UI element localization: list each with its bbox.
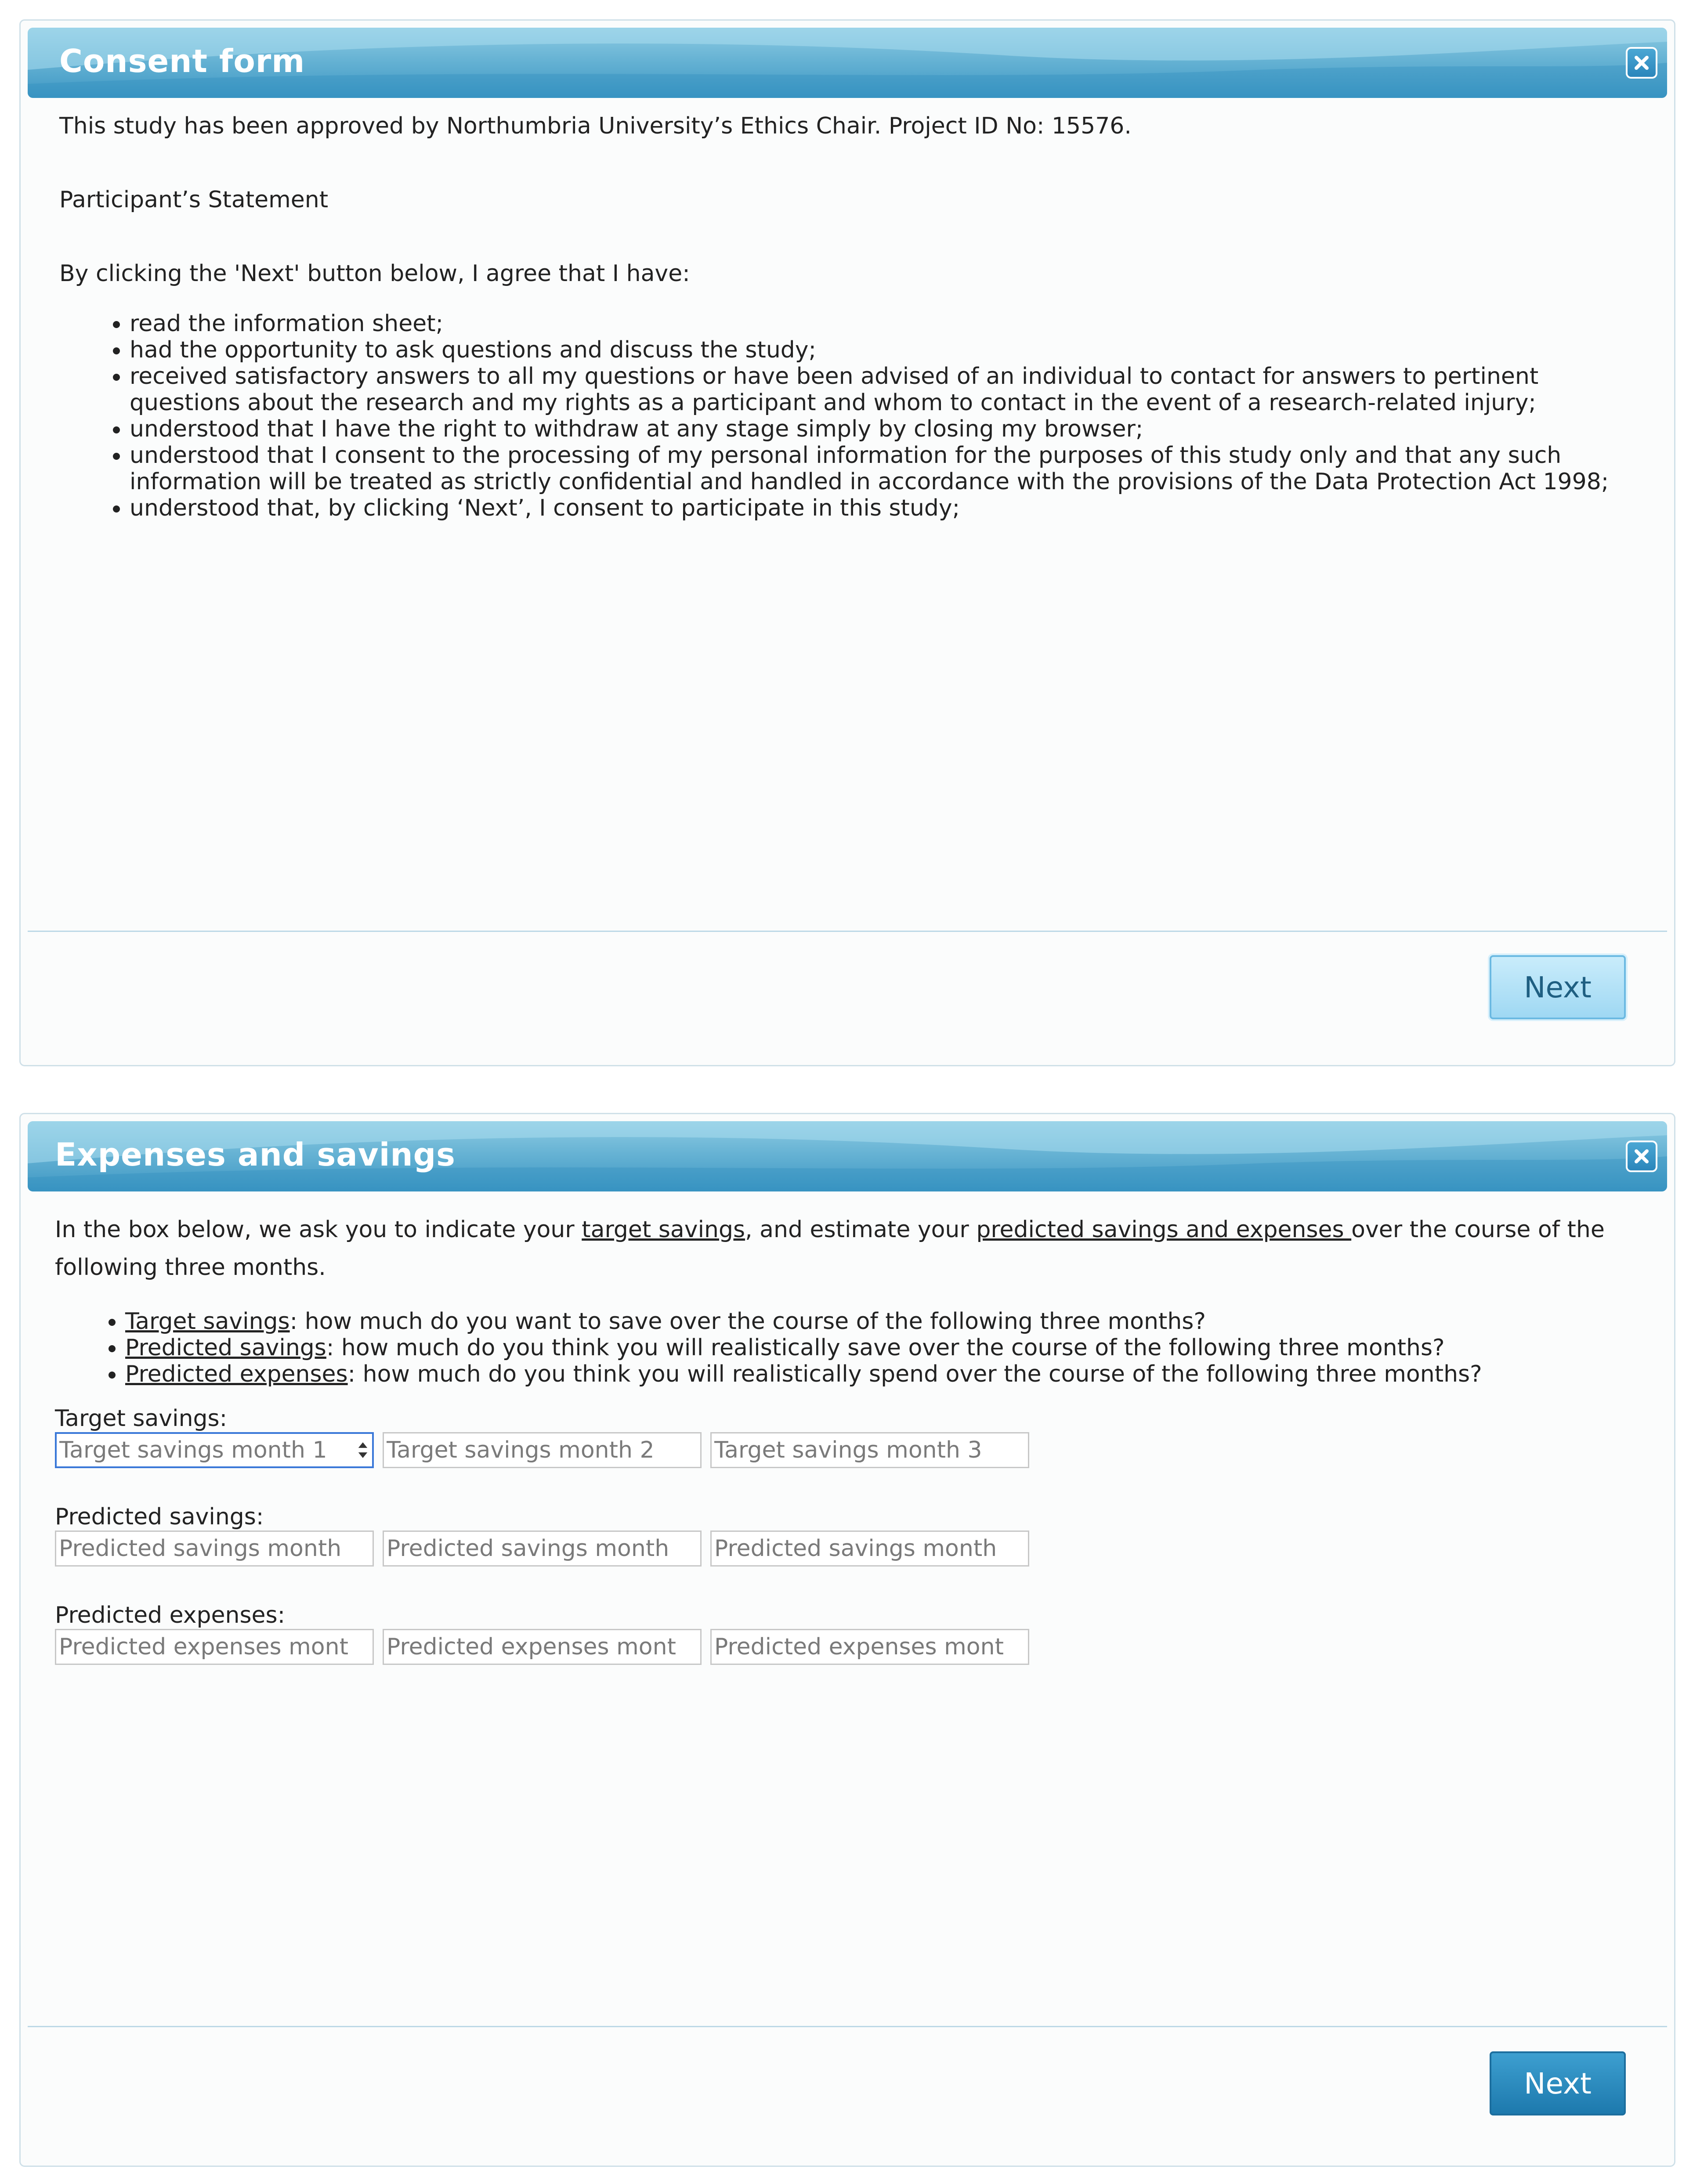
list-item <box>125 1308 1635 1335</box>
definitions-list <box>55 1308 1635 1387</box>
footer-divider <box>28 931 1667 932</box>
target-savings-row <box>55 1432 1635 1468</box>
definition-text: : how much do you think you will realistically spend over the course of the following three months? <box>347 1361 1482 1387</box>
next-button[interactable]: Next <box>1490 2051 1626 2115</box>
close-icon <box>1633 1148 1650 1165</box>
predicted-savings-label: Predicted savings: <box>55 1504 264 1530</box>
target-savings-label: Target savings: <box>55 1405 228 1432</box>
target-savings-link[interactable]: target savings <box>582 1217 745 1243</box>
list-item <box>125 1335 1635 1361</box>
list-item: • understood that I consent to the processing of my personal information for the purposes of this study only and that any such information will be treated as strictly confidential and handled in accordance with the provisions of the Data Protection Act 1998; <box>130 442 1635 495</box>
definition-term[interactable]: Predicted expenses <box>125 1361 348 1387</box>
statement-heading: Participant’s Statement <box>59 187 329 213</box>
predicted-savings-row <box>55 1531 1635 1567</box>
list-item: • understood that, by clicking ‘Next’, I consent to participate in this study; <box>130 495 1635 521</box>
close-icon <box>1633 54 1650 72</box>
intro-part: , and estimate your <box>745 1217 977 1243</box>
agreement-intro: By clicking the 'Next' button below, I agree that I have: <box>59 260 690 287</box>
definition-term[interactable]: Predicted savings <box>125 1335 326 1361</box>
predicted-expenses-row <box>55 1629 1635 1665</box>
next-button[interactable]: Next <box>1490 955 1626 1019</box>
predicted-savings-month-3-input[interactable] <box>710 1531 1029 1567</box>
target-savings-month-1-wrap <box>55 1432 374 1468</box>
consent-content <box>59 113 1635 521</box>
dialog-title: Consent form <box>59 43 305 79</box>
list-item: • understood that I have the right to withdraw at any stage simply by closing my browser; <box>130 416 1635 442</box>
dialog-title: Expenses and savings <box>55 1136 456 1173</box>
target-savings-month-2-input[interactable] <box>383 1432 702 1468</box>
list-item: • received satisfactory answers to all my questions or have been advised of an individual to contact for answers to pertinent questions about the research and my rights as a participant and whom to contact in the event of a research-related injury; <box>130 363 1635 416</box>
definition-term[interactable]: Target savings <box>125 1308 290 1335</box>
list-item <box>125 1361 1635 1387</box>
predicted-expenses-month-3-input[interactable] <box>710 1629 1029 1665</box>
definition-text: : how much do you want to save over the course of the following three months? <box>289 1308 1206 1335</box>
predicted-savings-expenses-link[interactable]: predicted savings and expenses <box>976 1217 1352 1243</box>
predicted-expenses-month-1-input[interactable] <box>55 1629 374 1665</box>
consent-titlebar[interactable] <box>28 28 1667 98</box>
close-button[interactable] <box>1626 1141 1657 1172</box>
predicted-savings-month-1-input[interactable] <box>55 1531 374 1567</box>
agreement-list <box>59 310 1635 521</box>
predicted-expenses-label: Predicted expenses: <box>55 1602 286 1628</box>
footer-divider <box>28 2026 1667 2027</box>
consent-dialog <box>19 19 1675 1066</box>
close-button[interactable] <box>1626 47 1657 79</box>
intro-text <box>55 1211 1635 1286</box>
intro-part: over the course of the following three months. <box>55 1217 1605 1281</box>
intro-part: In the box below, we ask you to indicate your <box>55 1217 582 1243</box>
spinner-icon[interactable] <box>357 1440 369 1460</box>
definition-text: : how much do you think you will realistically save over the course of the following three months? <box>326 1335 1445 1361</box>
target-savings-month-3-input[interactable] <box>710 1432 1029 1468</box>
expenses-dialog <box>19 1113 1675 2167</box>
expenses-titlebar[interactable] <box>28 1121 1667 1191</box>
target-savings-month-1-input[interactable] <box>55 1432 374 1468</box>
predicted-expenses-month-2-input[interactable] <box>383 1629 702 1665</box>
predicted-savings-month-2-input[interactable] <box>383 1531 702 1567</box>
list-item: • read the information sheet; <box>130 310 1635 337</box>
list-item: • had the opportunity to ask questions and discuss the study; <box>130 337 1635 363</box>
expenses-content <box>55 1211 1635 1665</box>
approval-text: This study has been approved by Northumbria University’s Ethics Chair. Project ID No: 15576. <box>59 113 1132 139</box>
